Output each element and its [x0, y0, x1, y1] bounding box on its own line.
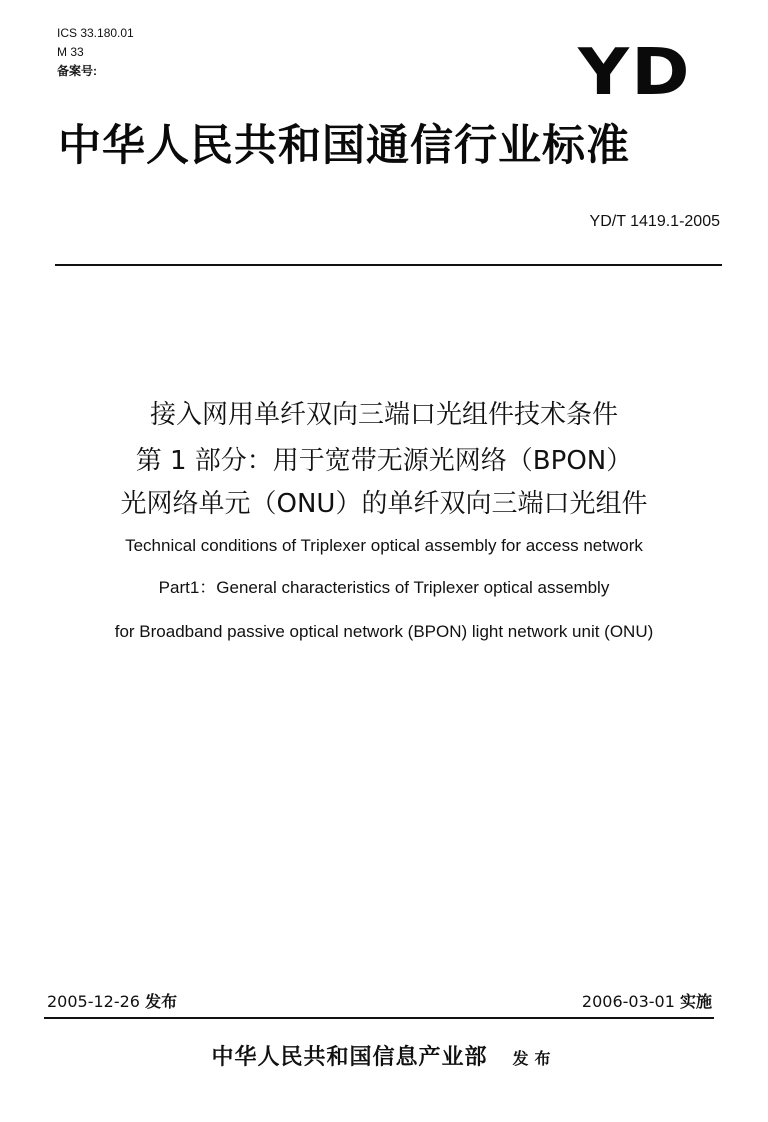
- classification-block: [57, 24, 134, 81]
- cn-title-line-1: 接入网用单纤双向三端口光组件技术条件: [149, 400, 618, 430]
- top-divider: [55, 264, 722, 266]
- issued-label: 发布: [145, 992, 178, 1011]
- publisher-name: 中华人民共和国信息产业部: [211, 1044, 488, 1070]
- effective-label: 实施: [679, 992, 712, 1011]
- en-title-line-3: for Broadband passive optical network (BPON) light network unit (ONU): [114, 622, 654, 641]
- issued-date-block: [47, 991, 177, 1013]
- ics-code: ICS 33.180.01: [57, 26, 134, 40]
- standard-title: 中华人民共和国通信行业标准: [58, 121, 630, 171]
- category-code: M 33: [57, 45, 84, 59]
- bottom-divider: [44, 1017, 714, 1019]
- issued-date: 2005-12-26: [47, 992, 140, 1011]
- yd-logo: YD: [578, 36, 692, 110]
- en-title-line-2: Part1：General characteristics of Triplexer optical assembly: [158, 578, 610, 597]
- effective-date-block: [582, 991, 712, 1013]
- publisher-action: 发布: [512, 1049, 557, 1068]
- en-title-line-1: Technical conditions of Triplexer optical assembly for access network: [125, 536, 643, 555]
- effective-date: 2006-03-01: [581, 992, 675, 1011]
- standard-number: YD/T 1419.1-2005: [589, 213, 720, 230]
- publisher-block: [0, 1040, 768, 1071]
- record-number-label: 备案号:: [57, 64, 97, 78]
- cn-title-line-2: 第 1 部分：用于宽带无源光网络（BPON）: [135, 446, 633, 476]
- cn-title-line-3: 光网络单元（ONU）的单纤双向三端口光组件: [120, 489, 648, 519]
